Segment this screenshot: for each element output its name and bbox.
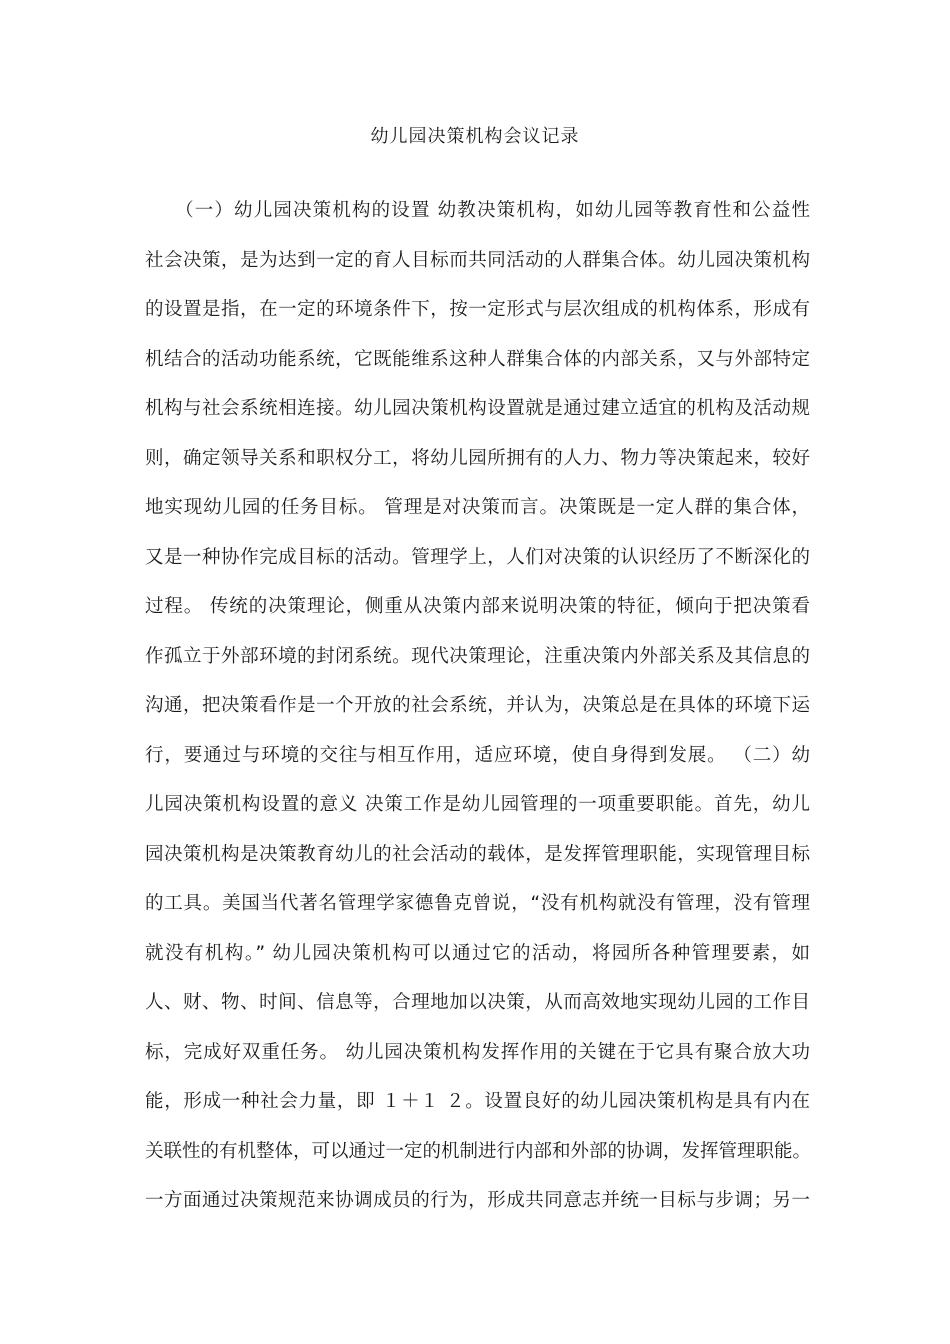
body-text-line: 人、财、物、时间、信息等，合理地加以决策，从而高效地实现幼儿园的工作目 xyxy=(145,992,810,1013)
body-text-line: 又是一种协作完成目标的活动。管理学上，人们对决策的认识经历了不断深化的 xyxy=(145,546,810,568)
body-text-line: 地实现幼儿园的任务目标。 管理是对决策而言。决策既是一定人群的集合体， xyxy=(145,497,810,518)
document-title: 幼儿园决策机构会议记录 xyxy=(370,126,580,147)
body-text-line: 作孤立于外部环境的封闭系统。现代决策理论，注重决策内外部关系及其信息的 xyxy=(145,645,810,667)
body-text-line: 的工具。美国当代著名管理学家德鲁克曾说，“没有机构就没有管理，没有管理 xyxy=(145,893,810,914)
body-text-line: 过程。 传统的决策理论，侧重从决策内部来说明决策的特征，倾向于把决策看 xyxy=(145,596,810,617)
body-text-line: 就没有机构。” 幼儿园决策机构可以通过它的活动，将园所各种管理要素，如 xyxy=(145,942,810,964)
body-text-line: 机构与社会系统相连接。幼儿园决策机构设置就是通过建立适宜的机构及活动规 xyxy=(145,398,810,419)
body-text-line: 行，要通过与环境的交往与相互作用，适应环境，使自身得到发展。 （二）幼 xyxy=(145,744,810,766)
body-text-line: 沟通，把决策看作是一个开放的社会系统，并认为，决策总是在具体的环境下运 xyxy=(145,695,810,716)
body-text-line: 儿园决策机构设置的意义 决策工作是幼儿园管理的一项重要职能。首先，幼儿 xyxy=(145,794,810,815)
body-text-line: 关联性的有机整体，可以通过一定的机制进行内部和外部的协调，发挥管理职能。 xyxy=(145,1140,812,1162)
document-body xyxy=(145,196,810,1236)
body-text-line: 标，完成好双重任务。 幼儿园决策机构发挥作用的关键在于它具有聚合放大功 xyxy=(145,1041,810,1063)
body-text-line: 能，形成一种社会力量，即 １＋１ ２。设置良好的幼儿园决策机构是具有内在 xyxy=(145,1091,810,1112)
body-text-line: 则，确定领导关系和职权分工，将幼儿园所拥有的人力、物力等决策起来，较好 xyxy=(145,447,810,469)
body-text-line: 社会决策，是为达到一定的育人目标而共同活动的人群集合体。幼儿园决策机构 xyxy=(145,249,810,271)
body-text-line: 机结合的活动功能系统，它既能维系这种人群集合体的内部关系，又与外部特定 xyxy=(145,348,810,370)
body-text-line: 一方面通过决策规范来协调成员的行为，形成共同意志并统一目标与步调；另一 xyxy=(145,1190,810,1211)
body-text-line: 的设置是指，在一定的环境条件下，按一定形式与层次组成的机构体系，形成有 xyxy=(145,299,810,320)
body-text-line: 园决策机构是决策教育幼儿的社会活动的载体，是发挥管理职能，实现管理目标 xyxy=(145,843,810,865)
body-text-line: （一）幼儿园决策机构的设置 幼教决策机构，如幼儿园等教育性和公益性 xyxy=(145,200,810,221)
